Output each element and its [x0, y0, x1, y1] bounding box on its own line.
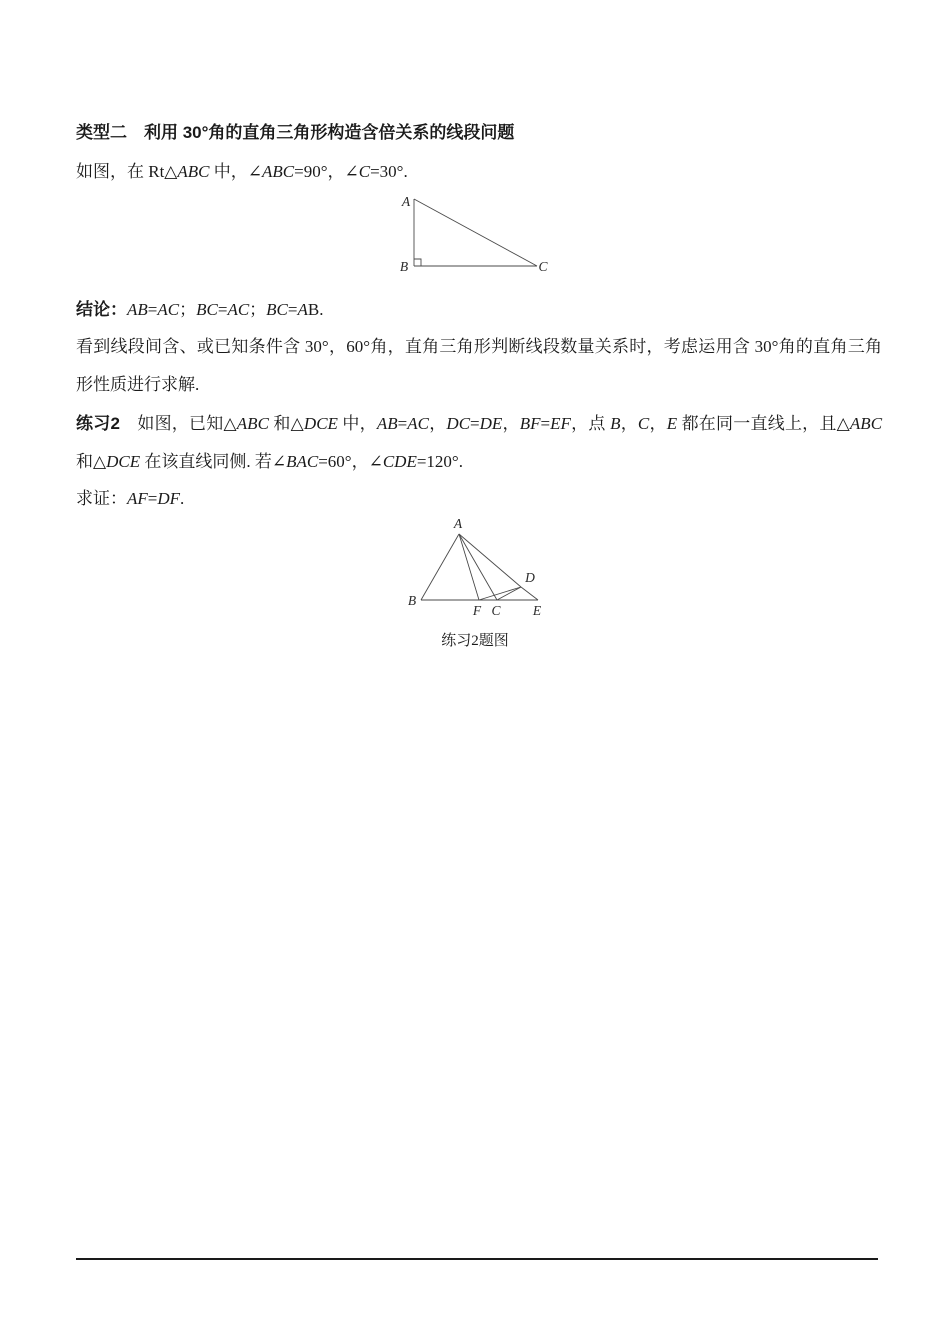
- segment-ad: [459, 534, 521, 587]
- note-paragraph: 看到线段间含、或已知条件含 30°，60°角，直角三角形判断线段数量关系时，考虑运用含 30°角的直角三角形性质进行求解.: [76, 337, 882, 394]
- exercise-triangles-figure: [403, 506, 558, 624]
- figure-caption: 练习2题图: [441, 633, 509, 649]
- vertex-label-f: F: [472, 603, 482, 618]
- segment-ac: [459, 534, 497, 600]
- segment-de: [521, 587, 538, 600]
- right-angle-marker: [414, 259, 421, 266]
- vertex-label-a: A: [453, 516, 463, 531]
- segment-af: [459, 534, 479, 600]
- segment-ba: [421, 534, 459, 600]
- vertex-label-b: B: [399, 259, 409, 274]
- exercise-paragraph: 练习2 如图，已知△ABC 和△DCE 中，AB=AC，DC=DE，BF=EF，点 B，C，E 都在同一直线上，且△ABC 和△DCE 在该直线同侧. 若∠BAC=60°，∠CDE=120°.: [76, 414, 883, 471]
- vertex-label-c: C: [491, 603, 501, 618]
- footer-rule: [76, 1258, 878, 1260]
- segment-ac: [414, 199, 537, 266]
- conclusion-line: 结论：AB=AC；BC=AC；BC=AB.: [76, 300, 324, 319]
- prove-line: 求证：AF=DF.: [76, 489, 185, 508]
- intro-paragraph: 如图，在 Rt△ABC 中，∠ABC=90°，∠C=30°.: [76, 162, 408, 181]
- vertex-label-b: B: [407, 593, 417, 608]
- vertex-label-e: E: [532, 603, 542, 618]
- section-heading: 类型二 利用 30°角的直角三角形构造含倍关系的线段问题: [76, 123, 515, 142]
- vertex-label-c: C: [538, 259, 548, 274]
- vertex-label-d: D: [525, 570, 535, 585]
- right-triangle-figure: [383, 190, 558, 285]
- vertex-label-a: A: [401, 194, 411, 209]
